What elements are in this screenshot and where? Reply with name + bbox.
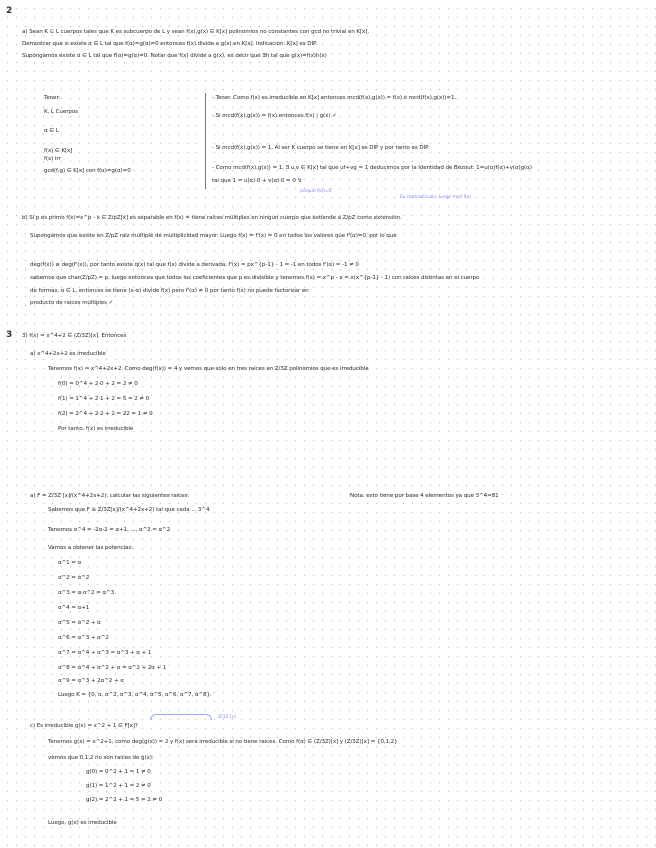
right-block-line-1: - Tener. Como f(x) es irreducible en K[x] entonces mcd(f(x),g(x)) = f(x) ó mcd(f(x),g(x))=1. [212, 95, 457, 101]
section3c-line-4: g(0) = 0^2 + 1 = 1 ≠ 0 [86, 769, 151, 775]
section3b-line-12: α^8 = α^4 + α^2 + α = α^2 + 2α + 1 [58, 665, 167, 671]
annotation-bracket [150, 714, 212, 720]
section3c-line-5: g(1) = 1^2 + 1 = 2 ≠ 0 [86, 783, 151, 789]
section3-line-4: f(0) = 0^4 + 2·0 + 2 = 2 ≠ 0 [58, 381, 138, 387]
section-b-line-2: Supongamos que existe en Z/pZ raíz múltiple de multiplicidad mayor. Luego f(x) = f'(x) = 0 en todos los valores que f'(α)=0, por lo que [30, 233, 397, 239]
margin-note-1: porque f(α)=0 [300, 189, 332, 194]
hint-box-line-2: K, L Cuerpos [44, 109, 78, 115]
section3c-line-2: Tenemos g(x) = x^2+1, como deg(g(x)) = 2 y f(x) será irreducible si no tiene raíces. Como f(α) ∈ (Z/3Z)[x] y (Z/3Z)[x] = {0,1,2} [48, 739, 398, 745]
section-a-line-3: Supongamos existe α ∈ L tal que f(α)=g(α)=0. Notar que f(x) divide a g(x), es decir que ∃h tal que g(x)=f(x)h(x) [22, 53, 327, 59]
section3b-line-3: Tenemos α^4 = -2α-2 = α+1, ..., α^2 = α^2 [48, 527, 171, 533]
section-b-line-1: b) Si p es primo f(x)=x^p - x ∈ Z/pZ[x] es separable en f(x) = tiene raíces múltiples en ningún cuerpo que extiende a Z/pZ como extensión. [22, 215, 402, 221]
section3-line-6: f(2) = 2^4 + 2·2 + 2 = 22 = 1 ≠ 0 [58, 411, 153, 417]
section-b-line-5: de formas, α ∈ L, entonces se tiene (x-α) divide f(x) pero f'(α) ≠ 0 por tanto f(x) no puede factorizar en [30, 288, 309, 294]
right-block-line-3: - Si mcd(f(x),g(x)) = 1, Al ser K cuerpo se tiene en K[x] es DIP y por tanto es DIP. [212, 145, 430, 151]
section3b-line-2: Sabemos que F ≅ Z/3Z[x]/(x^4+2x+2) tal que cada ... 3^4 [48, 507, 210, 513]
section3c-line-1: c) Es irreducible g(x) = x^2 + 1 ∈ F[x]? [30, 723, 138, 729]
hint-box-line-6: gcd(f,g) ∈ K[x] con f(α)=g(α)=0 [44, 168, 131, 174]
margin-note-2: Es contradicción, luego mcd f(x) [400, 195, 471, 200]
section3-line-3: Tenemos f(x) = x^4+2x+2. Como deg(f(x)) = 4 y vemos que sólo en tres raíces en Z/3Z polinomios que es irreducible [48, 366, 369, 372]
section3c-line-6: g(2) = 2^2 + 1 = 5 = 2 ≠ 0 [86, 797, 163, 803]
right-block-line-4: - Como mcd(f(x),g(x)) = 1, ∃ u,v ∈ K[x] tal que uf+vg = 1 deducimos por la Identidad de Bézout: 1=u(α)f(α)+v(α)g(α) [212, 165, 532, 171]
section-b-line-3: deg(f(x)) ≥ deg(f'(x)), por tanto existe q(x) tal que f(x) divide a derivada, f'(x) = px^{p-1} - 1 = -1 en todos f'(α) = -1 ≠ 0 [30, 262, 359, 268]
section3b-line-9: α^5 = α^2 + α [58, 620, 101, 626]
section-a-line-1: a) Sean K ⊆ L cuerpos tales que K es subcuerpo de L y sean f(x),g(x) ∈ K[x] polinomios no constantes con gcd no trivial en K[x]. [22, 29, 369, 35]
section3b-line-10: α^6 = α^3 + α^2 [58, 635, 109, 641]
section3b-line-1: a) F = Z/3Z [x]/(x^4+2x+2), calcular las siguientes raíces: [30, 493, 190, 499]
page-number: 2 [6, 6, 13, 16]
section3b-line-11: α^7 = α^4 + α^3 = α^3 + α + 1 [58, 650, 152, 656]
section3-line-2: a) x^4+2x+2 es irreducible [30, 351, 106, 357]
right-block-line-5: tal que 1 = u(α)·0 + v(α)·0 = 0 ↯ [212, 178, 302, 184]
section3c-line-3: vemos que 0,1,2 no son raíces de g(x): [48, 755, 154, 761]
section-b-line-4: sabemos que char(Z/pZ) = p, luego entonces que todos los coeficientes que p es divisible y tenemos f(x) = x^p - x = x(x^{p-1} - 1) con raíces distintas en el cuerpo [30, 275, 480, 281]
section3c-note: Z/3Z [x] [218, 715, 236, 720]
section3b-line-7: α^3 = α·α^2 = α^3 [58, 590, 115, 596]
section3c-line-7: Luego, g(x) es irreducible [48, 820, 117, 826]
problem-3-number: 3 [6, 330, 13, 340]
section3-line-7: Por tanto, f(x) es irreducible [58, 426, 134, 432]
hint-box-line-5: f(x) irr [44, 156, 61, 162]
section3b-line-14: Luego K = {0, α, α^2, α^3, α^4, α^5, α^6, α^7, α^8}. [58, 692, 212, 698]
right-block-bar [205, 93, 206, 189]
section3b-note: Nota: esto tiene por base 4 elementos ya que 3^4=81 [350, 493, 499, 499]
hint-box-line-3: α ∈ L [44, 128, 59, 134]
section3b-line-5: α^1 = α [58, 560, 82, 566]
right-block-line-2: - Si mcd(f(x),g(x)) = f(x) entonces f(x) | g(x) ✓ [212, 113, 337, 119]
section3b-line-6: α^2 = α^2 [58, 575, 90, 581]
section3b-line-13: α^9 = α^3 + 2α^2 + α [58, 678, 124, 684]
hint-box-line-4: f(x) ∈ K[x] [44, 148, 73, 154]
section-b-line-6: producto de raíces múltiples ✓ [30, 300, 114, 306]
section-a-line-2: Demostrar que si existe α ∈ L tal que f(α)=g(α)=0 entonces f(x) divide a g(x) en K[x]. Indicación: K[x] es DIP. [22, 41, 318, 47]
section3b-line-8: α^4 = α+1 [58, 605, 90, 611]
section3-line-1: 3) f(x) = x^4+2 ∈ (Z/3Z)[x]. Entonces [22, 333, 127, 339]
section3b-line-4: Vamos a obtener las potencias: [48, 545, 133, 551]
section3-line-5: f(1) = 1^4 + 2·1 + 2 = 5 = 2 ≠ 0 [58, 396, 150, 402]
hint-box-line-1: Tener: [44, 95, 61, 101]
